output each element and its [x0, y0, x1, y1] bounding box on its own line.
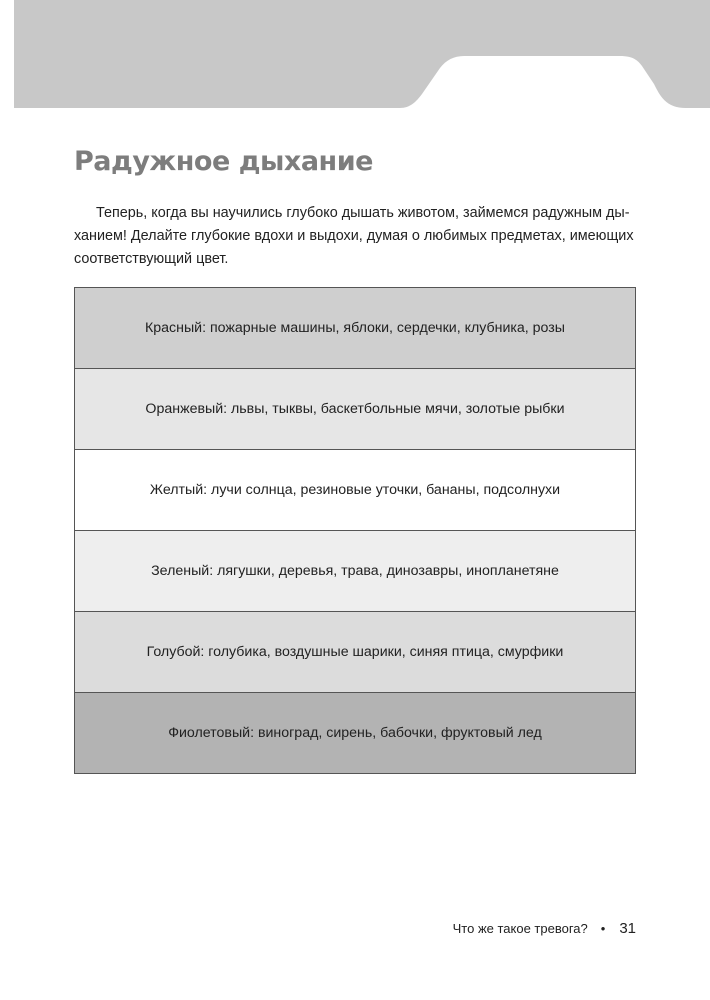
table-row-red [75, 288, 636, 369]
header-tab-shape [14, 0, 710, 108]
intro-paragraph [74, 202, 636, 271]
table-row-blue [75, 612, 636, 693]
table-cell: Красный: пожарные машины, яблоки, сердечки, клубника, розы [75, 288, 636, 369]
page-title: Радужное дыхание [74, 146, 373, 177]
page-number: 31 [619, 920, 636, 937]
bullet-separator: • [600, 921, 606, 936]
table-cell: Оранжевый: львы, тыквы, баскетбольные мячи, золотые рыбки [75, 369, 636, 450]
table-row-orange [75, 369, 636, 450]
intro-line: Теперь, когда вы научились глубоко дышать животом, займемся радужным ды- [96, 205, 630, 221]
page-footer [453, 920, 636, 937]
table-cell: Голубой: голубика, воздушные шарики, синяя птица, смурфики [75, 612, 636, 693]
rainbow-table [74, 287, 636, 774]
table-row-violet [75, 693, 636, 774]
table-row-yellow [75, 450, 636, 531]
table-cell: Зеленый: лягушки, деревья, трава, динозавры, инопланетяне [75, 531, 636, 612]
table-cell: Желтый: лучи солнца, резиновые уточки, бананы, подсолнухи [75, 450, 636, 531]
table-cell: Фиолетовый: виноград, сирень, бабочки, фруктовый лед [75, 693, 636, 774]
intro-line: соответствующий цвет. [74, 251, 229, 267]
intro-line: ханием! Делайте глубокие вдохи и выдохи, думая о любимых предметах, имеющих [74, 228, 634, 244]
header-band [14, 0, 710, 108]
running-title: Что же такое тревога? [452, 921, 588, 936]
table-row-green [75, 531, 636, 612]
